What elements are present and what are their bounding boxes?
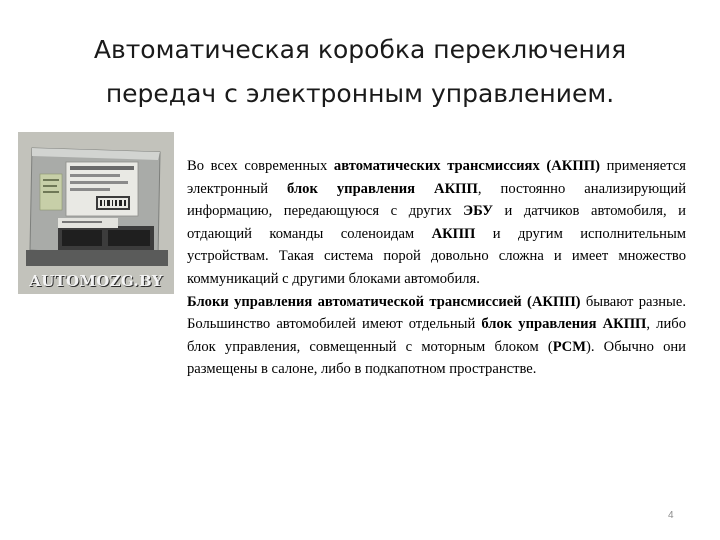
p2-text-2: , либо блок управления, совмещенный с моторным блоком ( <box>187 316 686 355</box>
p1-bold-2: блок управления АКПП <box>287 180 478 197</box>
p2-bold-2: блок управления АКПП <box>481 316 647 333</box>
title-line-2: передач с электронным управлением. <box>105 79 615 108</box>
p1-bold-3: ЭБУ <box>463 203 493 220</box>
paragraph-2 <box>187 291 686 381</box>
p2-bold-3: PCM <box>552 338 586 355</box>
p2-text-1: бывают разные. Большинство автомобилей имеют отдельный <box>187 293 686 333</box>
control-unit-illustration <box>18 132 174 294</box>
p2-text-3: ). Обычно они размещены в салоне, либо в подкапотном пространстве. <box>187 338 686 378</box>
control-unit-photo <box>18 132 174 294</box>
p1-text-5: и другим исполнительным устройствам. Такая система порой довольно сложна и имеет множество коммуникаций с другими блоками автомобиля. <box>187 225 686 287</box>
p1-text-3: , постоянно анализирующий информацию, передающуюся с других <box>187 180 687 220</box>
p2-bold-1: Блоки управления автоматической трансмиссией (АКПП) <box>187 293 581 310</box>
p1-bold-4: АКПП <box>431 225 476 242</box>
p1-text-2: применяется электронный <box>187 158 686 197</box>
p1-text-4: и датчиков автомобиля, и отдающий команды соленоидам <box>187 203 686 242</box>
slide-title <box>40 28 680 116</box>
title-line-1: Автоматическая коробка переключения <box>93 35 627 64</box>
paragraph-1 <box>187 155 686 291</box>
p1-bold-1: автоматических трансмиссиях (АКПП) <box>333 158 600 174</box>
page-number: 4 <box>668 510 674 521</box>
body-text <box>187 155 686 381</box>
p1-text-1: Во всех современных <box>187 158 334 174</box>
watermark-text: AUTOMOZG.BY <box>29 272 163 290</box>
